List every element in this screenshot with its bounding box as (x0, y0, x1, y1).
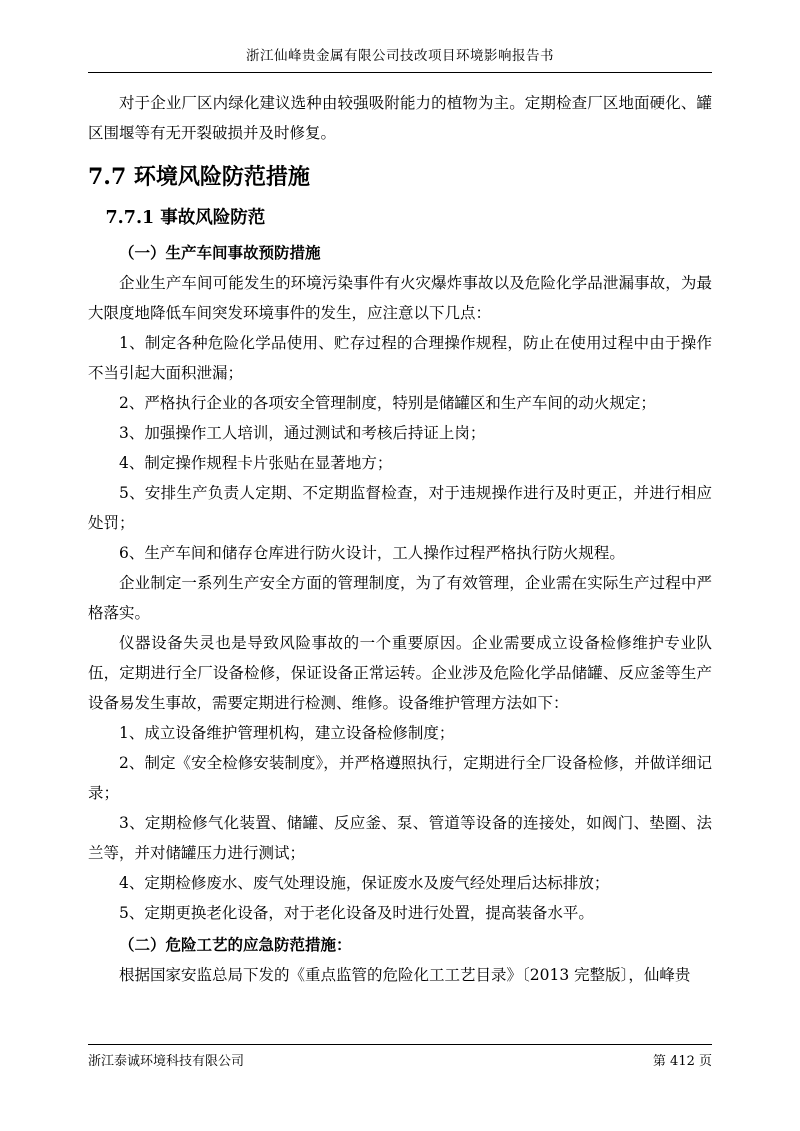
paragraph-12: 3、定期检修气化装置、储罐、反应釜、泵、管道等设备的连接处，如阀门、垫圈、法兰等，并对储罐压力进行测试； (88, 814, 712, 862)
footer-company: 浙江泰诚环境科技有限公司 (88, 1054, 245, 1069)
paragraph-13: 4、定期检修废水、废气处理设施，保证废水及废气经处理后达标排放； (119, 874, 610, 892)
paragraph-7: 6、生产车间和储存仓库进行防火设计，工人操作过程严格执行防火规程。 (119, 544, 625, 562)
paragraph-8: 企业制定一系列生产安全方面的管理制度，为了有效管理，企业需在实际生产过程中严格落实。 (88, 574, 712, 622)
footer-page-number: 第 412 页 (652, 1054, 712, 1069)
paragraph-14: 5、定期更换老化设备，对于老化设备及时进行处置，提高装备水平。 (119, 904, 594, 922)
paragraph-2: 1、制定各种危险化学品使用、贮存过程的合理操作规程，防止在使用过程中由于操作不当引起大面积泄漏； (88, 334, 712, 382)
paragraph-6: 5、安排生产负责人定期、不定期监督检查，对于违规操作进行及时更正，并进行相应处罚； (88, 484, 712, 532)
page-content (88, 0, 712, 1131)
intro-paragraph: 对于企业厂区内绿化建议选种由较强吸附能力的植物为主。定期检查厂区地面硬化、罐区围堰等有无开裂破损并及时修复。 (88, 94, 712, 142)
paragraph-10: 1、成立设备维护管理机构，建立设备检修制度； (119, 724, 455, 742)
heading-part-two: （二）危险工艺的应急防范措施： (119, 935, 352, 954)
section-heading-7-7: 7.7 环境风险防范措施 (88, 164, 310, 190)
heading-part-one: （一）生产车间事故预防措施 (119, 243, 321, 262)
paragraph-11: 2、制定《安全检修安装制度》，并严格遵照执行，定期进行全厂设备检修，并做详细记录； (88, 754, 712, 802)
paragraph-5: 4、制定操作规程卡片张贴在显著地方； (119, 454, 393, 472)
document-body (88, 88, 712, 990)
page-header: 浙江仙峰贵金属有限公司技改项目环境影响报告书 (246, 48, 554, 64)
paragraph-3: 2、严格执行企业的各项安全管理制度，特别是储罐区和生产车间的动火规定； (119, 394, 656, 412)
subsection-heading-7-7-1: 7.7.1 事故风险防范 (105, 208, 266, 228)
paragraph-15: 根据国家安监总局下发的《重点监管的危险化工工艺目录》〔2013 完整版〕，仙峰贵 (119, 966, 691, 984)
paragraph-1: 企业生产车间可能发生的环境污染事件有火灾爆炸事故以及危险化学品泄漏事故，为最大限度地降低车间突发环境事件的发生，应注意以下几点： (88, 274, 712, 322)
footer-divider (88, 1044, 712, 1045)
paragraph-9: 仪器设备失灵也是导致风险事故的一个重要原因。企业需要成立设备检修维护专业队伍，定期进行全厂设备检修，保证设备正常运转。企业涉及危险化学品储罐、反应釜等生产设备易发生事故，需要定期进行检测、维修。设备维护管理方法如下： (88, 634, 712, 712)
header-divider (88, 72, 712, 73)
paragraph-4: 3、加强操作工人培训，通过测试和考核后持证上岗； (119, 424, 486, 442)
